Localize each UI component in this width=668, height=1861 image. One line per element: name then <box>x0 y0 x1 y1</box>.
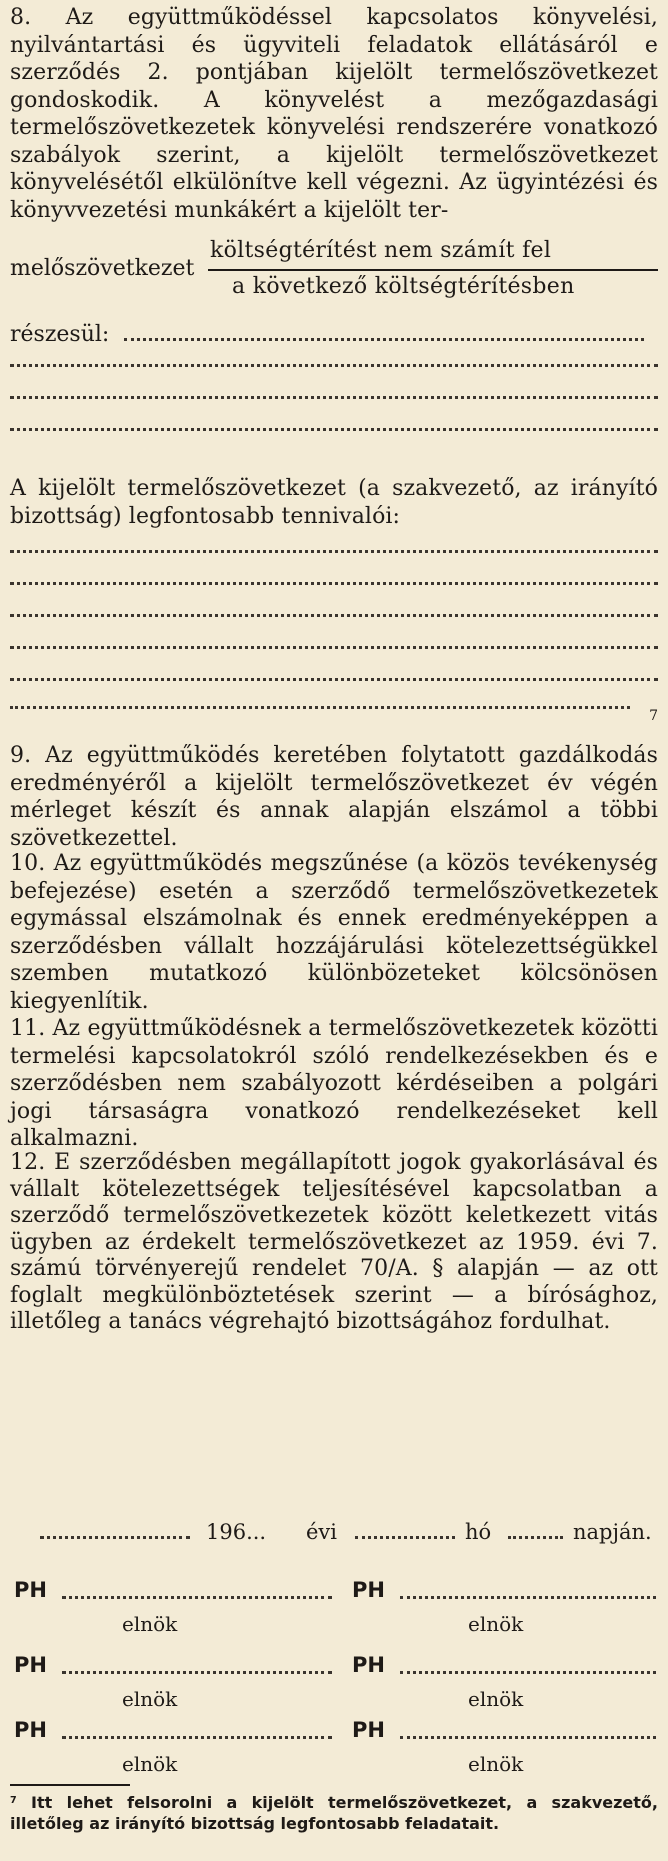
blank-line <box>10 610 658 617</box>
blank-line <box>10 424 658 431</box>
month-dots <box>355 1520 455 1539</box>
fraction-rule <box>208 269 658 271</box>
ph-stamp-label: PH <box>352 1578 385 1602</box>
date-napjan: napján. <box>573 1520 652 1544</box>
elnok-label: elnök <box>468 1687 524 1711</box>
signature-dots <box>62 1667 332 1674</box>
paragraph-9: 9. Az együttműködés keretében folytatott gazdálkodás eredményéről a kijelölt termelőszövetkezet év végén mérleget készít és annak alapján elszámol a többi szövetkezettel. <box>10 743 658 851</box>
paragraph-12: 12. E szerződésben megállapított jogok gyakorlásával és vállalt kötelezettségek teljesítésével kapcsolatban a szerződő termelőszövetkezetek között keletkezett vitás ügyben az érdekelt termelőszövetkezet az 1959. évi 7. számú törvényerejű rendelet 70/A. § alapján — az ott foglalt megkülönböztetések szerint — a bírósághoz, illetőleg a tanács végrehajtó bizottságához fordulhat. <box>10 1150 658 1334</box>
fraction-left-text: melőszövetkezet <box>10 256 195 281</box>
ph-stamp-label: PH <box>14 1653 47 1677</box>
signature-dots <box>62 1732 332 1739</box>
paragraph-10: 10. Az együttműködés megszűnése (a közös tevékenység befejezése) esetén a szerződő termelőszövetkezetek egymással elszámolnak és ennek eredményeképpen a szerződésben vállalt hozzájárulási kötelezettségükkel szemben mutatkozó különbözeteket kölcsönösen kiegyenlítik. <box>10 851 658 1014</box>
footnote-ref-7: 7 <box>649 708 658 724</box>
ph-stamp-label: PH <box>352 1718 385 1742</box>
date-ho: hó <box>465 1520 492 1544</box>
ph-stamp-label: PH <box>14 1718 47 1742</box>
cost-fraction <box>10 238 658 308</box>
reszesul-line <box>10 322 644 347</box>
elnok-label: elnök <box>122 1612 178 1636</box>
date-year: 196... <box>206 1520 267 1544</box>
signature-dots <box>62 1592 332 1599</box>
elnok-label: elnök <box>122 1687 178 1711</box>
footnote-marker: 7 <box>10 1795 17 1806</box>
footnote <box>10 1790 658 1834</box>
footnote-text: Itt lehet felsorolni a kijelölt termelőszövetkezet, a szakvezető, illetőleg az irányító bizottság legfontosabb feladatait. <box>10 1792 658 1833</box>
tennivalok-paragraph <box>10 475 658 530</box>
footnote-rule <box>10 1784 130 1786</box>
blank-line <box>10 392 658 399</box>
fraction-option-no-cost: költségtérítést nem számít fel <box>210 238 552 263</box>
fraction-option-cost: a következő költségtérítésben <box>232 274 575 299</box>
blank-line <box>10 578 658 585</box>
elnok-label: elnök <box>122 1752 178 1776</box>
place-dots <box>40 1520 190 1539</box>
signature-dots <box>400 1667 656 1674</box>
ph-stamp-label: PH <box>352 1653 385 1677</box>
blank-line <box>10 360 658 367</box>
ph-stamp-label: PH <box>14 1578 47 1602</box>
elnok-label: elnök <box>468 1752 524 1776</box>
date-evi: évi <box>306 1520 338 1544</box>
paragraph-11: 11. Az együttműködésnek a termelőszövetkezetek közötti termelési kapcsolatokról szóló rendelkezésekben és e szerződésben nem szabályozott kérdéseiben a polgári jogi társaságra vonatkozó rendelkezéseket kell alkalmazni. <box>10 1016 658 1151</box>
signature-dots <box>400 1592 656 1599</box>
date-line <box>10 1520 658 1550</box>
elnok-label: elnök <box>468 1612 524 1636</box>
fill-in-dots <box>124 322 644 341</box>
day-dots <box>508 1520 563 1539</box>
blank-line <box>10 642 658 649</box>
blank-line <box>10 674 658 681</box>
blank-line <box>10 702 630 709</box>
blank-line <box>10 546 658 553</box>
signature-dots <box>400 1732 656 1739</box>
paragraph-8: 8. Az együttműködéssel kapcsolatos könyvelési, nyilvántartási és ügyviteli feladatok ellátásáról e szerződés 2. pontjában kijelölt termelőszövetkezet gondoskodik. A könyvelést a mezőgazdasági termelőszövetkezetek könyvelési rendszerére vonatkozó szabályok szerint, a kijelölt termelőszövetkezet könyvelésétől elkülönítve kell végezni. Az ügyintézési és könyvvezetési munkákért a kijelölt ter- <box>10 5 658 223</box>
reszesul-label: részesül: <box>10 322 110 347</box>
tennivalok-text: A kijelölt termelőszövetkezet (a szakvezető, az irányító bizottság) legfontosabb tennivalói: <box>10 476 658 529</box>
